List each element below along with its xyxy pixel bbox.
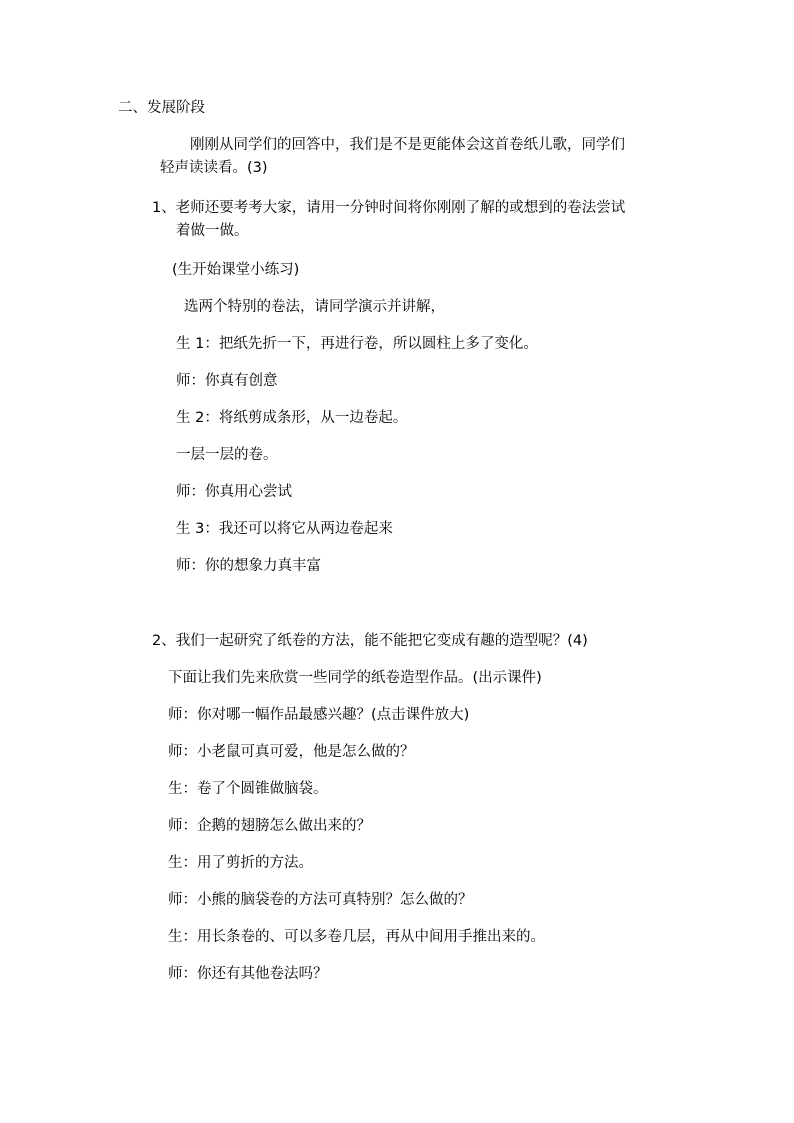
item2-paragraph: 师：小老鼠可真可爱，他是怎么做的？	[168, 744, 415, 760]
item1-paragraph: 一层一层的卷。	[176, 447, 278, 463]
item1-paragraph: 生 1：把纸先折一下，再进行卷，所以圆柱上多了变化。	[176, 336, 538, 352]
item2-heading: 2、我们一起研究了纸卷的方法，能不能把它变成有趣的造型呢？(4)	[152, 633, 588, 649]
item1-heading-line-1: 1、老师还要考考大家，请用一分钟时间将你刚刚了解的或想到的卷法尝试	[152, 200, 626, 216]
item1-paragraph: (生开始课堂小练习)	[172, 262, 300, 278]
section-heading: 二、发展阶段	[118, 100, 205, 116]
item1-paragraph: 生 2：将纸剪成条形，从一边卷起。	[176, 410, 408, 426]
item2-paragraph: 师：企鹅的翅膀怎么做出来的？	[168, 818, 371, 834]
item2-paragraph: 生：用了剪折的方法。	[168, 855, 313, 871]
item2-paragraph: 师：你还有其他卷法吗？	[168, 966, 328, 982]
item1-paragraph: 选两个特别的卷法，请同学演示并讲解，	[184, 299, 445, 315]
item1-paragraph: 师：你的想象力真丰富	[176, 558, 321, 574]
item1-heading-line-2: 着做一做。	[176, 223, 249, 239]
item2-paragraph: 生：用长条卷的、可以多卷几层，再从中间用手推出来的。	[168, 929, 545, 945]
item1-paragraph: 师：你真有创意	[176, 373, 278, 389]
item2-paragraph: 师：小熊的脑袋卷的方法可真特别？怎么做的？	[168, 892, 473, 908]
intro-line-2: 轻声读读看。(3)	[160, 160, 268, 176]
item1-paragraph: 生 3：我还可以将它从两边卷起来	[176, 521, 393, 537]
intro-line-1: 刚刚从同学们的回答中，我们是不是更能体会这首卷纸儿歌，同学们	[190, 137, 625, 153]
item2-paragraph: 生：卷了个圆锥做脑袋。	[168, 781, 328, 797]
item1-paragraph: 师：你真用心尝试	[176, 484, 292, 500]
item2-paragraph: 下面让我们先来欣赏一些同学的纸卷造型作品。(出示课件)	[168, 670, 542, 686]
item2-paragraph: 师：你对哪一幅作品最感兴趣？(点击课件放大)	[168, 707, 470, 723]
